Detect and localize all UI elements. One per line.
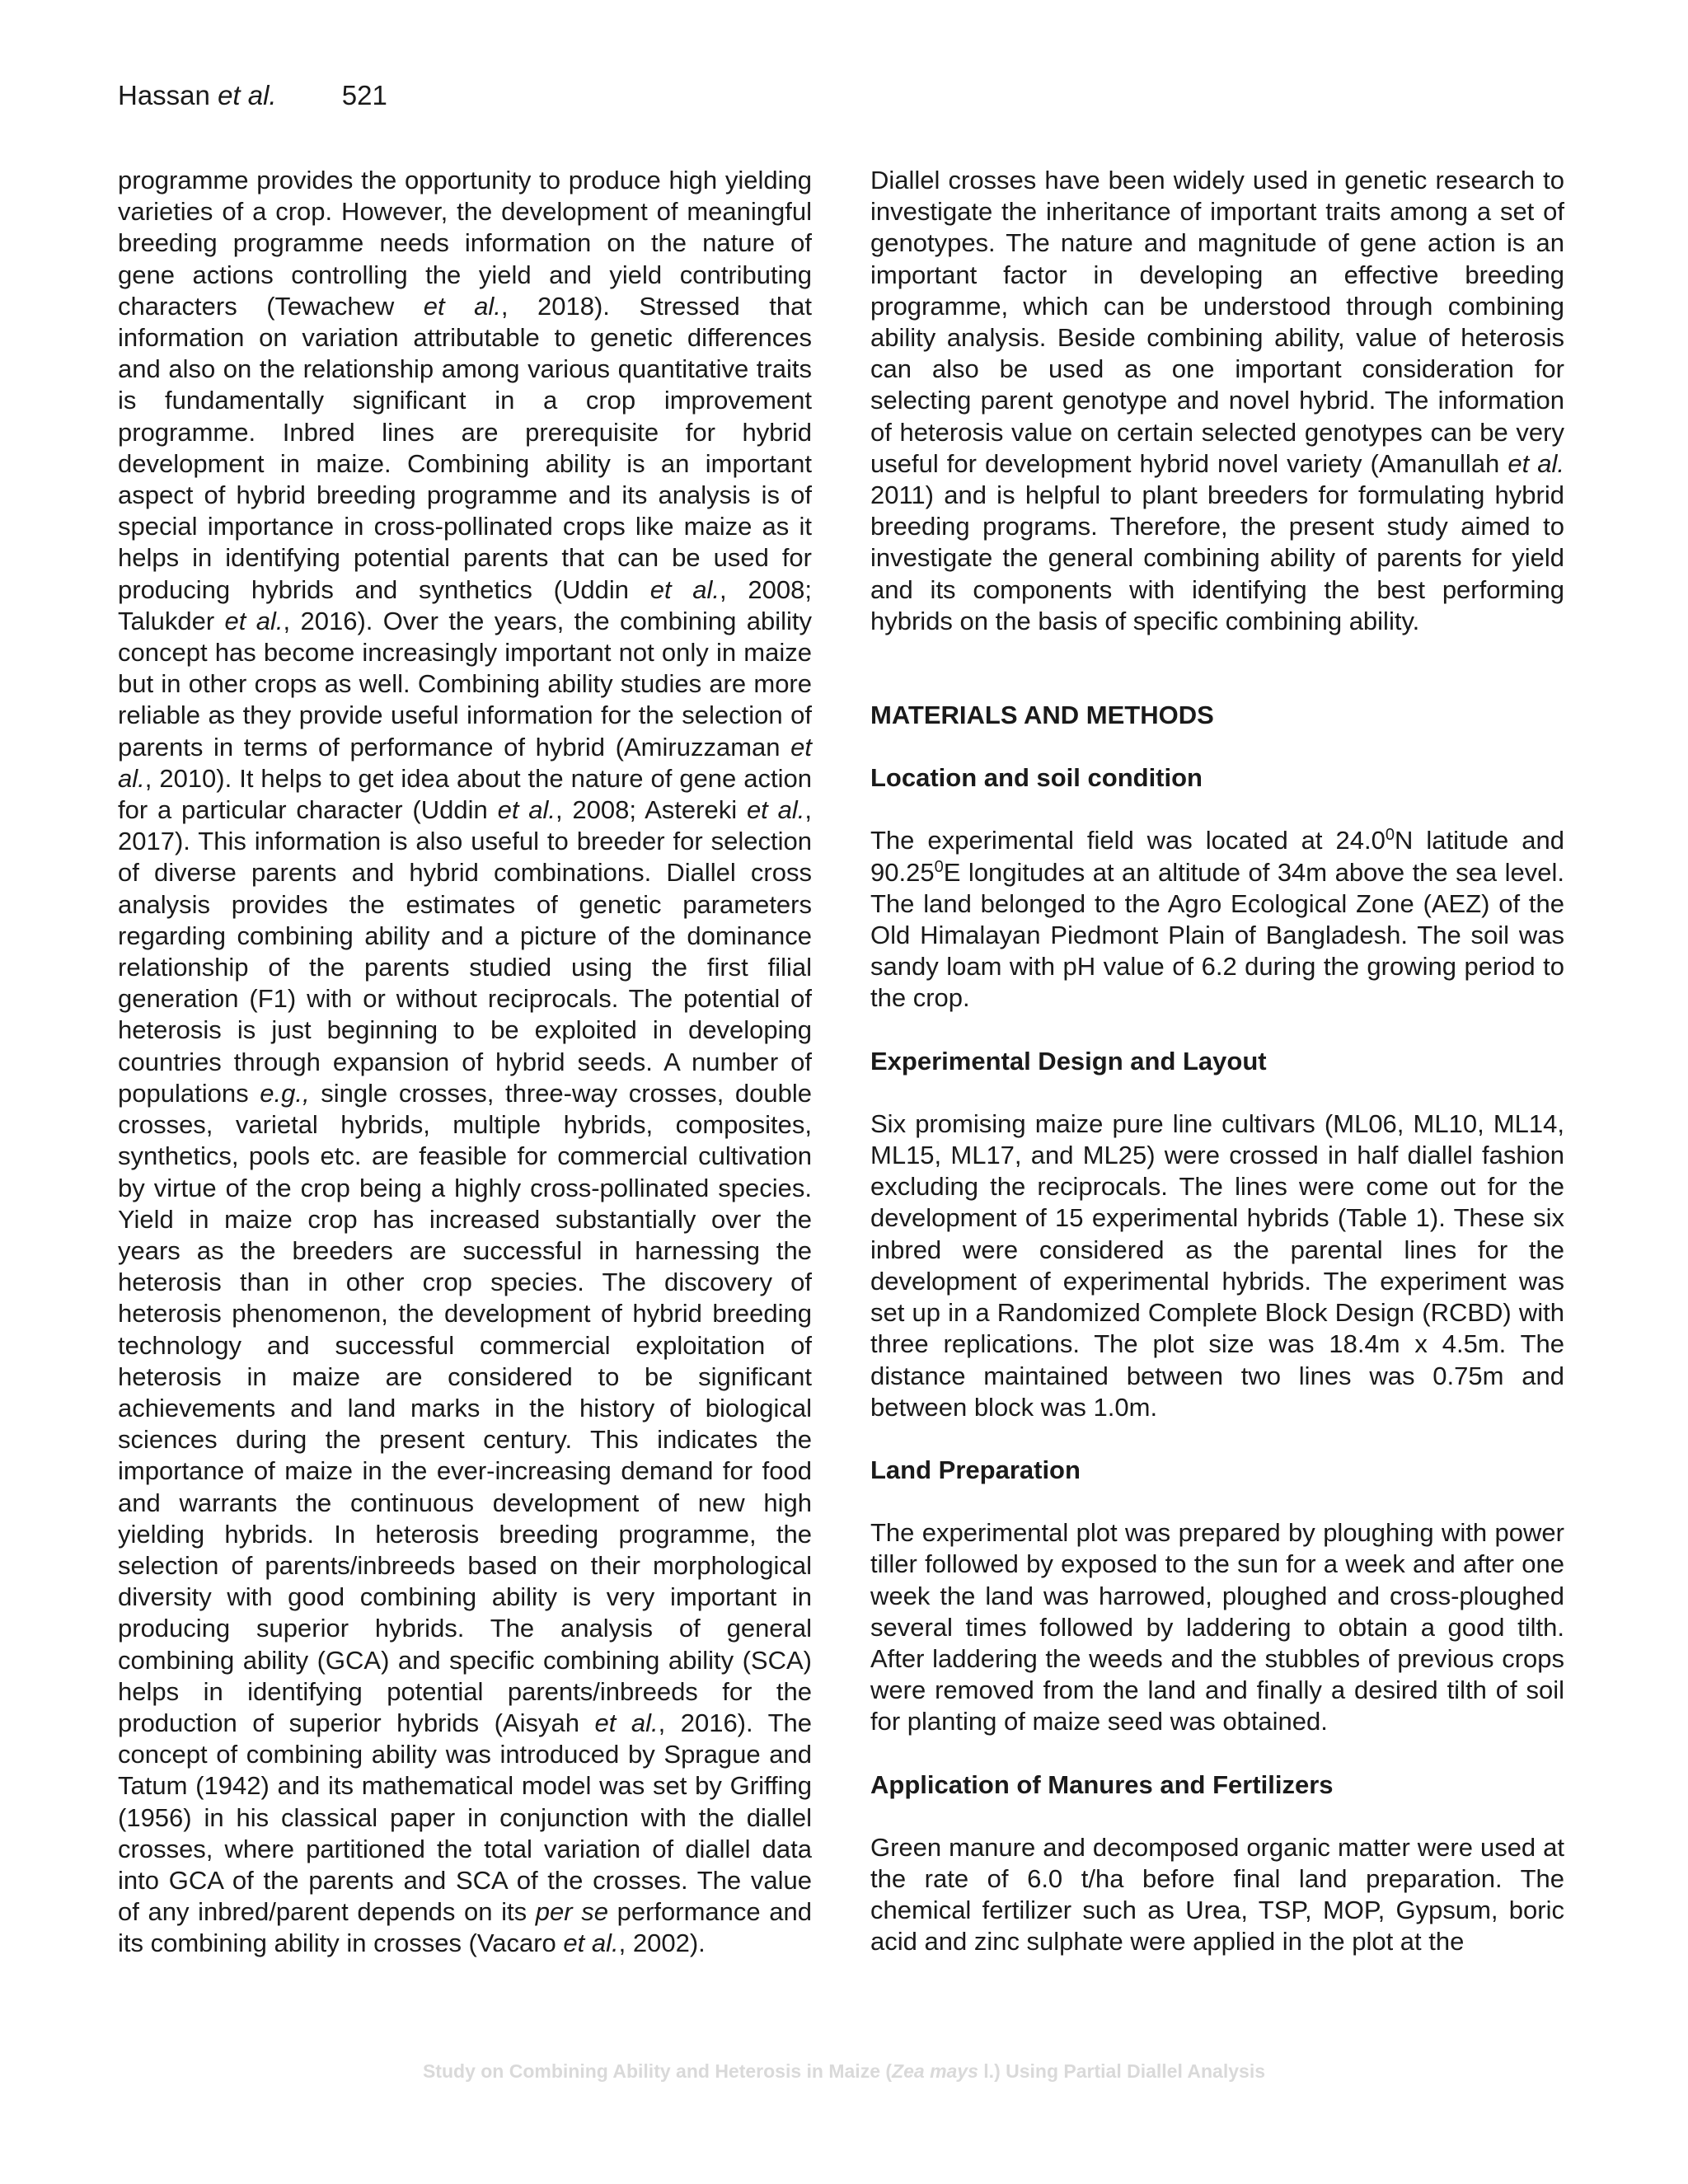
text-run: , 2002). [618, 1929, 706, 1958]
footer-before: Study on Combining Ability and Heterosis in Maize ( [422, 2060, 893, 2082]
location-paragraph [870, 825, 1564, 1014]
manure-paragraph [870, 1832, 1564, 1958]
italic-run: et al. [224, 606, 284, 635]
left-column [118, 165, 812, 1960]
italic-run: et al. [594, 1708, 659, 1737]
text-run: Green manure and decomposed organic matter were used at the rate of 6.0 t/ha before final land preparation. The chemical fertilizer such as Urea, TSP, MOP, Gypsum, boric acid and zinc sulphate were applied in the plot at the [870, 1832, 1564, 1957]
text-run: 2011) and is helpful to plant breeders for formulating hybrid breeding programs. Therefore, the present study aimed to investigate the general combining ability of parents for yield and its components with identifying the best performing hybrids on the basis of specific combining ability. [870, 480, 1564, 635]
running-head [118, 79, 387, 112]
text-run: Six promising maize pure line cultivars (ML06, ML10, ML14, ML15, ML17, and ML25) were crossed in half diallel fashion excluding the reciprocals. The lines were come out for the development of 15 experimental hybrids (Table 1). These six inbred were considered as the parental lines for the development of experimental hybrids. The experiment was set up in a Randomized Complete Block Design (RCBD) with three replications. The plot size was 18.4m x 4.5m. The distance maintained between two lines was 0.75m and between block was 1.0m. [870, 1108, 1564, 1422]
section-title: MATERIALS AND METHODS [870, 701, 1214, 730]
text-run: The experimental field was located at 24.0 [870, 826, 1386, 855]
italic-run: et al. [563, 1929, 619, 1958]
italic-run: et al. [423, 291, 501, 321]
italic-run: e.g., [260, 1078, 310, 1108]
body-paragraph [118, 165, 812, 1960]
text-run: , 2010). It helps to get idea about the nature of gene action for a particular character (Uddin [118, 763, 812, 825]
text-run: , 2018). Stressed that information on variation attributable to genetic differences and also on the relationship among various quantitative traits is fundamentally significant in a crop improvement programme. Inbred lines are prerequisite for hybrid development in maize. Combining ability is an important aspect of hybrid breeding programme and its analysis is of special importance in cross-pollinated crops like maize as it helps in identifying potential parents that can be used for producing hybrids and synthetics (Uddin [118, 291, 812, 604]
text-run: programme provides the opportunity to produce high yielding varieties of a crop. However, the development of meaningful breeding programme needs information on the nature of gene actions controlling the yield and yield contributing characters (Tewachew [118, 166, 812, 321]
superscript-run: 0 [934, 857, 944, 876]
italic-run: per se [535, 1897, 608, 1927]
italic-run: et al. [649, 574, 720, 604]
text-run: The experimental plot was prepared by ploughing with power tiller followed by exposed to the sun for a week and after one week the land was harrowed, ploughed and cross-ploughed several times followed by laddering to obtain a good tilth. After laddering the weeds and the stubbles of previous crops were removed from the land and finally a desired tilth of soil for planting of maize seed was obtained. [870, 1518, 1564, 1736]
text-run: N latitude and 90.25 [870, 826, 1564, 887]
text-run: E longitudes at an altitude of 34m above the sea level. The land belonged to the Agro Ecological Zone (AEZ) of the Old Himalayan Piedmont Plain of Bangladesh. The soil was sandy loam with pH value of 6.2 during the growing period to the crop. [870, 857, 1564, 1013]
text-run: performance and its combining ability in crosses (Vacaro [118, 1897, 812, 1958]
text-run: Diallel crosses have been widely used in genetic research to investigate the inheritance of important traits among a set of genotypes. The nature and magnitude of gene action is an important factor in developing an effective breeding programme, which can be understood through combining ability analysis. Beside combining ability, value of heterosis can also be used as one important consideration for selecting parent genotype and novel hybrid. The information of heterosis value on certain selected genotypes can be very useful for development hybrid novel variety (Amanullah [870, 166, 1564, 478]
right-column [870, 165, 1564, 1958]
subsection-title-design: Experimental Design and Layout [870, 1046, 1267, 1076]
italic-run: et al. [497, 795, 556, 825]
land-paragraph [870, 1517, 1564, 1737]
header-etal: et al. [218, 80, 277, 110]
text-run: , 2008; Astereki [556, 795, 747, 825]
header-author: Hassan [118, 80, 210, 110]
italic-run: et al. [746, 795, 805, 825]
page-number: 521 [341, 80, 387, 110]
superscript-run: 0 [1385, 826, 1395, 845]
subsection-title-manure: Application of Manures and Fertilizers [870, 1769, 1334, 1799]
italic-run: et al. [1507, 448, 1564, 478]
footer-species: Zea mays [892, 2060, 978, 2082]
italic-run: et al. [118, 732, 812, 793]
text-run: , 2008; Talukder [118, 574, 812, 635]
text-run: , 2017). This information is also useful to breeder for selection of diverse parents and hybrid combinations. Diallel cross analysis provides the estimates of genetic parameters regarding combining ability and a picture of the dominance relationship of the parents studied using the first filial generation (F1) with or without reciprocals. The potential of heterosis is just beginning to be exploited in developing countries through expansion of hybrid seeds. A number of populations [118, 795, 812, 1108]
footer-after: l.) Using Partial Diallel Analysis [978, 2060, 1266, 2082]
intro-paragraph [870, 165, 1564, 637]
subsection-title-land: Land Preparation [870, 1455, 1081, 1484]
footer-title [0, 2060, 1688, 2083]
design-paragraph [870, 1108, 1564, 1423]
text-run: , 2016). The concept of combining ability was introduced by Sprague and Tatum (1942) and its mathematical model was set by Griffing (1956) in his classical paper in conjunction with the diallel crosses, where partitioned the total variation of diallel data into GCA of the parents and SCA of the crosses. The value of any inbred/parent depends on its [118, 1708, 812, 1927]
text-run: , 2016). Over the years, the combining ability concept has become increasingly important not only in maize but in other crops as well. Combining ability studies are more reliable as they provide useful information for the selection of parents in terms of performance of hybrid (Amiruzzaman [118, 606, 812, 762]
text-run: single crosses, three-way crosses, double crosses, varietal hybrids, multiple hybrids, composites, synthetics, pools etc. are feasible for commercial cultivation by virtue of the crop being a highly cross-pollinated species. Yield in maize crop has increased substantially over the years as the breeders are successful in harnessing the heterosis than in other crop species. The discovery of heterosis phenomenon, the development of hybrid breeding technology and successful commercial exploitation of heterosis in maize are considered to be significant achievements and land marks in the history of biological sciences during the present century. This indicates the importance of maize in the ever-increasing demand for food and warrants the continuous development of new high yielding hybrids. In heterosis breeding programme, the selection of parents/inbreeds based on their morphological diversity with good combining ability is very important in producing superior hybrids. The analysis of general combining ability (GCA) and specific combining ability (SCA) helps in identifying potential parents/inbreeds for the production of superior hybrids (Aisyah [118, 1078, 812, 1737]
subsection-title-location: Location and soil condition [870, 763, 1203, 793]
